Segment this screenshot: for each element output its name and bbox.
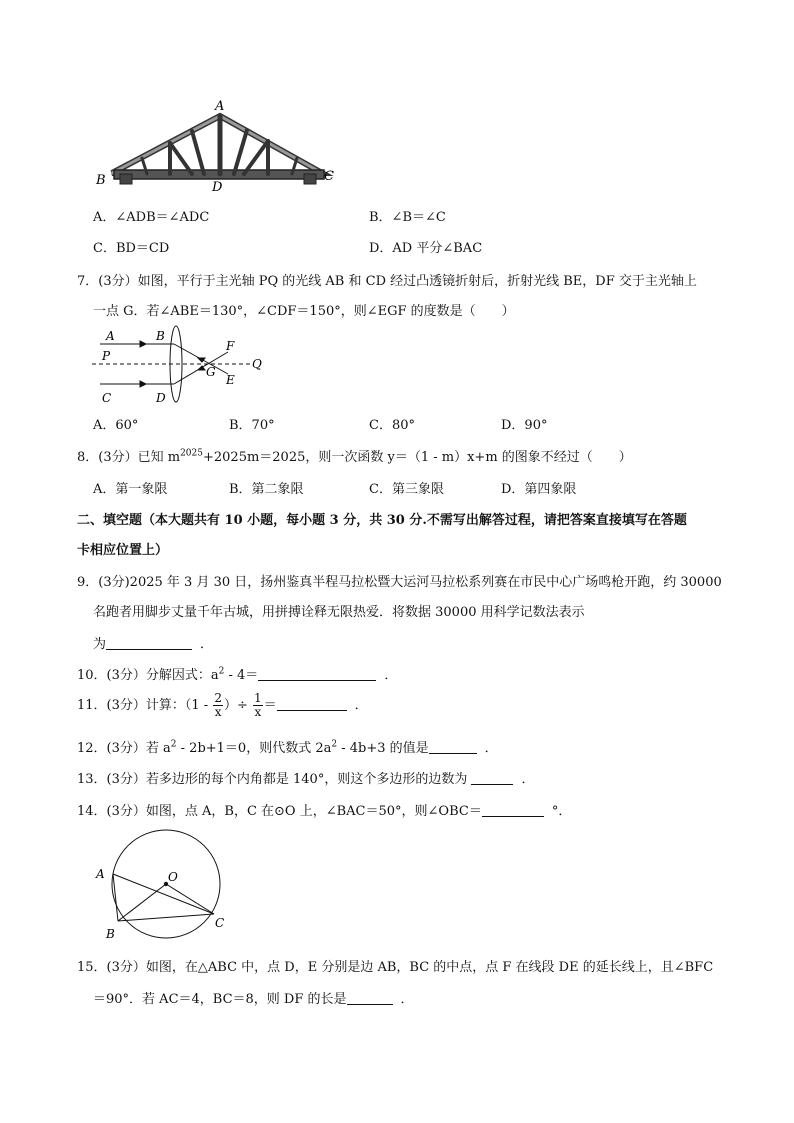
label-O: O: [168, 870, 178, 884]
section2-heading-line2: 卡相应位置上）: [77, 543, 169, 558]
q8-option-a: A．第一象限: [93, 482, 168, 497]
label-G: G: [206, 365, 216, 379]
q15-line1: 15．(3分）如图，在△ABC 中，点 D，E 分别是边 AB，BC 的中点，点 F 在线段 DE 的延长线上，且∠BFC: [77, 960, 714, 975]
q14: 14．(3分）如图，点 A，B，C 在⊙O 上，∠BAC＝50°，则∠OBC＝ °．: [77, 804, 572, 819]
answer-blank[interactable]: [482, 804, 544, 817]
answer-blank[interactable]: [258, 668, 376, 681]
answer-blank[interactable]: [347, 992, 393, 1005]
label-A: A: [106, 329, 115, 343]
q12: 12．(3分）若 $a^2 - 2b+1=0$，则代数式 $2a^2 - 4b+3$ 的值是 ．: [77, 739, 498, 756]
q6-option-d: D．AD 平分∠BAC: [369, 241, 483, 256]
label-F: F: [226, 339, 235, 353]
label-Q: Q: [252, 357, 262, 371]
q7-stem-line2: 一点 G．若∠ABE＝130°，∠CDF＝150°，则∠EGF 的度数是（ ）: [93, 304, 515, 319]
label-A: A: [96, 867, 105, 881]
circle-figure: [90, 826, 240, 942]
q9-line2: 名跑者用脚步丈量千年古城，用拼搏诠释无限热爱．将数据 30000 用科学记数法表示: [93, 605, 585, 620]
truss-figure: [92, 98, 342, 194]
q11: 11．(3分）计算：（1 - $\frac{2}{x}$ ）÷ $\frac{1}{x}$ ＝ ．: [77, 691, 368, 719]
q10: 10．(3分）分解因式：$a^2 - 4=$ ．: [77, 666, 398, 683]
label-B: B: [96, 173, 106, 188]
label-C: C: [102, 391, 112, 405]
q8-option-b: B．第二象限: [229, 482, 304, 497]
q9-line1: 9．(3分)2025 年 3 月 30 日，扬州鉴真半程马拉松暨大运河马拉松系列赛在市民中心广场鸣枪开跑，约 30000: [77, 575, 722, 590]
q6-option-a: A．∠ADB＝∠ADC: [93, 210, 210, 225]
q6-option-c: C．BD＝CD: [93, 241, 170, 256]
label-C: C: [215, 916, 225, 930]
label-B: B: [156, 329, 165, 343]
q8-option-c: C．第三象限: [369, 482, 444, 497]
label-C: C: [324, 169, 334, 184]
q7-option-c: C．80°: [369, 418, 415, 433]
q7-stem-line1: 7．(3分）如图，平行于主光轴 PQ 的光线 AB 和 CD 经过凸透镜折射后，折射光线 BE，DF 交于主光轴上: [77, 274, 697, 289]
lens-figure: [90, 324, 270, 408]
section2-heading-line1: 二、填空题（本大题共有 10 小题，每小题 3 分，共 30 分.不需写出解答过程，请把答案直接填写在答题: [77, 513, 687, 528]
q7-option-a: A．60°: [93, 418, 139, 433]
answer-blank[interactable]: [429, 741, 477, 754]
answer-blank[interactable]: [277, 698, 347, 711]
label-B: B: [106, 927, 115, 941]
q8-stem: 8．(3分）已知 $m^{2025}+2025m=2025$，则一次函数 y＝（1 - m）x+m 的图象不经过（ ）: [77, 448, 632, 465]
q7-option-d: D．90°: [501, 418, 548, 433]
q8-option-d: D．第四象限: [501, 482, 577, 497]
q7-option-b: B．70°: [229, 418, 275, 433]
q9-line3: 为 ．: [93, 637, 214, 652]
label-A: A: [215, 99, 225, 114]
label-P: P: [102, 349, 111, 363]
fraction: $\frac{2}{x}$: [214, 691, 222, 719]
label-E: E: [226, 373, 235, 387]
answer-blank[interactable]: [471, 772, 513, 785]
label-D: D: [212, 180, 223, 194]
label-D: D: [156, 391, 166, 405]
q13: 13．(3分）若多边形的每个内角都是 140°，则这个多边形的边数为 ．: [77, 772, 535, 787]
q6-option-b: B．∠B＝∠C: [369, 210, 446, 225]
answer-blank[interactable]: [106, 637, 192, 650]
q15-line2: ＝90°．若 AC＝4，BC＝8，则 DF 的长是 ．: [93, 992, 414, 1007]
fraction: $\frac{1}{x}$: [254, 691, 262, 719]
